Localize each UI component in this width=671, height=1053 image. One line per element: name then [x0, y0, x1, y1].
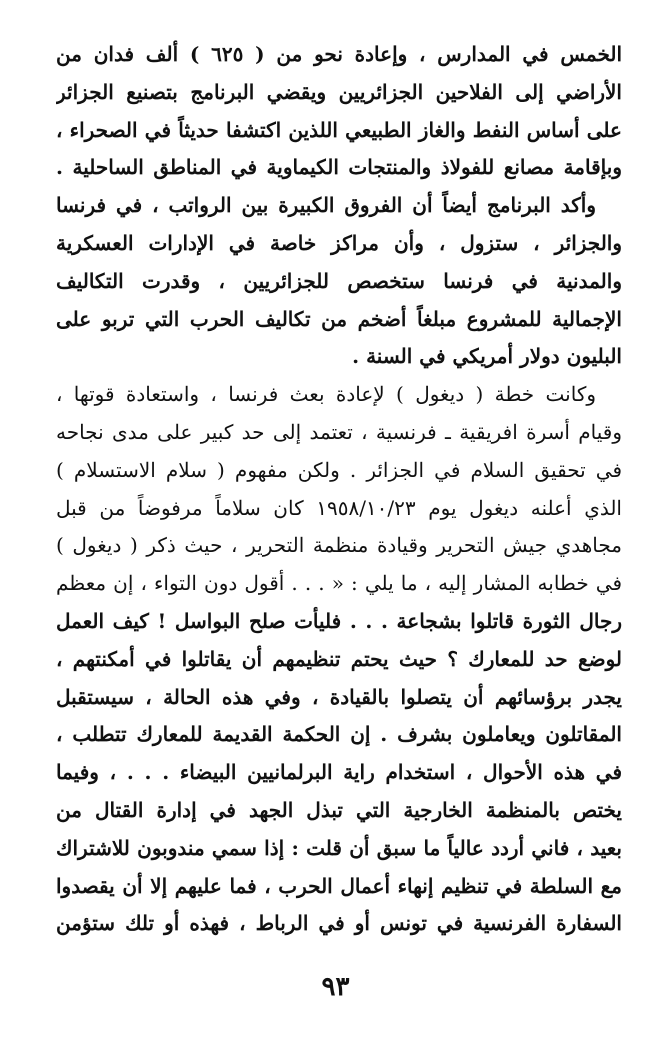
text-line: وكانت خطة ( ديغول ) لإعادة بعث فرنسا ، واستعادة قوتها ، — [56, 382, 596, 407]
text-line: في خطابه المشار إليه ، ما يلي : « . . . أقول دون التواء ، إن معظم — [56, 571, 622, 596]
text-line: والمدنية في فرنسا ستخصص للجزائريين ، وقدرت التكاليف — [56, 268, 622, 293]
text-line: في هذه الأحوال ، استخدام راية البرلمانيين البيضاء . . . ، وفيما — [56, 760, 622, 785]
text-line: الذي أعلنه ديغول يوم ١٩٥٨/١٠/٢٣ كان سلاماً مرفوضاً من قبل — [56, 495, 622, 520]
paragraph-3 — [56, 376, 622, 603]
text-line: بعيد ، فاني أردد عالياً ما سبق أن قلت : إذا سمي مندوبون للاشتراك — [56, 835, 622, 860]
text-line: الإجمالية للمشروع مبلغاً أضخم من تكاليف الحرب التي تربو على — [56, 306, 622, 331]
quotation — [56, 603, 622, 943]
body-text — [56, 36, 622, 943]
paragraph-1 — [56, 36, 622, 187]
text-line: على أساس النفط والغاز الطبيعي اللذين اكتشفا حديثاً في الصحراء ، — [56, 117, 622, 142]
text-line: السفارة الفرنسية في تونس أو في الرباط ، فهذه أو تلك ستؤمن — [56, 911, 622, 936]
text-line: رجال الثورة قاتلوا بشجاعة . . . فليأت صلح البواسل ! كيف العمل — [56, 608, 622, 633]
paragraph-2 — [56, 187, 622, 376]
text-line: البليون دولار أمريكي في السنة . — [352, 344, 622, 369]
text-line: وبإقامة مصانع للفولاذ والمنتجات الكيماوية في المناطق الساحلية . — [56, 155, 622, 180]
text-line: الخمس في المدارس ، وإعادة نحو من ( ٦٢٥ ) ألف فدان من — [56, 42, 622, 66]
text-line: مجاهدي جيش التحرير وقيادة منظمة التحرير ، حيث ذكر ( ديغول ) — [56, 533, 622, 558]
text-line: وقيام أسرة افريقية ـ فرنسية ، تعتمد إلى حد كبير على مدى نجاحه — [56, 419, 622, 444]
text-line: المقاتلون ويعاملون بشرف . إن الحكمة القديمة للمعارك تتطلب ، — [56, 722, 622, 747]
page-number: ٩٣ — [321, 972, 350, 1002]
text-line: وأكد البرنامج أيضاً أن الفروق الكبيرة بين الرواتب ، في فرنسا — [56, 193, 596, 218]
text-line: يختص بالمنظمة الخارجية التي تبذل الجهد في إدارة القتال من — [56, 797, 622, 822]
text-line: لوضع حد للمعارك ؟ حيث يحتم تنظيمهم أن يقاتلوا في أمكنتهم ، — [56, 646, 622, 671]
text-line: الأراضي إلى الفلاحين الجزائريين ويقضي البرنامج بتصنيع الجزائر — [56, 79, 622, 104]
text-line: والجزائر ، ستزول ، وأن مراكز خاصة في الإدارات العسكرية — [56, 230, 622, 255]
text-line: مع السلطة في تنظيم إنهاء أعمال الحرب ، فما عليهم إلا أن يقصدوا — [56, 873, 622, 898]
text-line: يجدر برؤسائهم أن يتصلوا بالقيادة ، وفي هذه الحالة ، سيستقبل — [56, 684, 622, 709]
text-line: في تحقيق السلام في الجزائر . ولكن مفهوم ( سلام الاستسلام ) — [56, 457, 622, 482]
